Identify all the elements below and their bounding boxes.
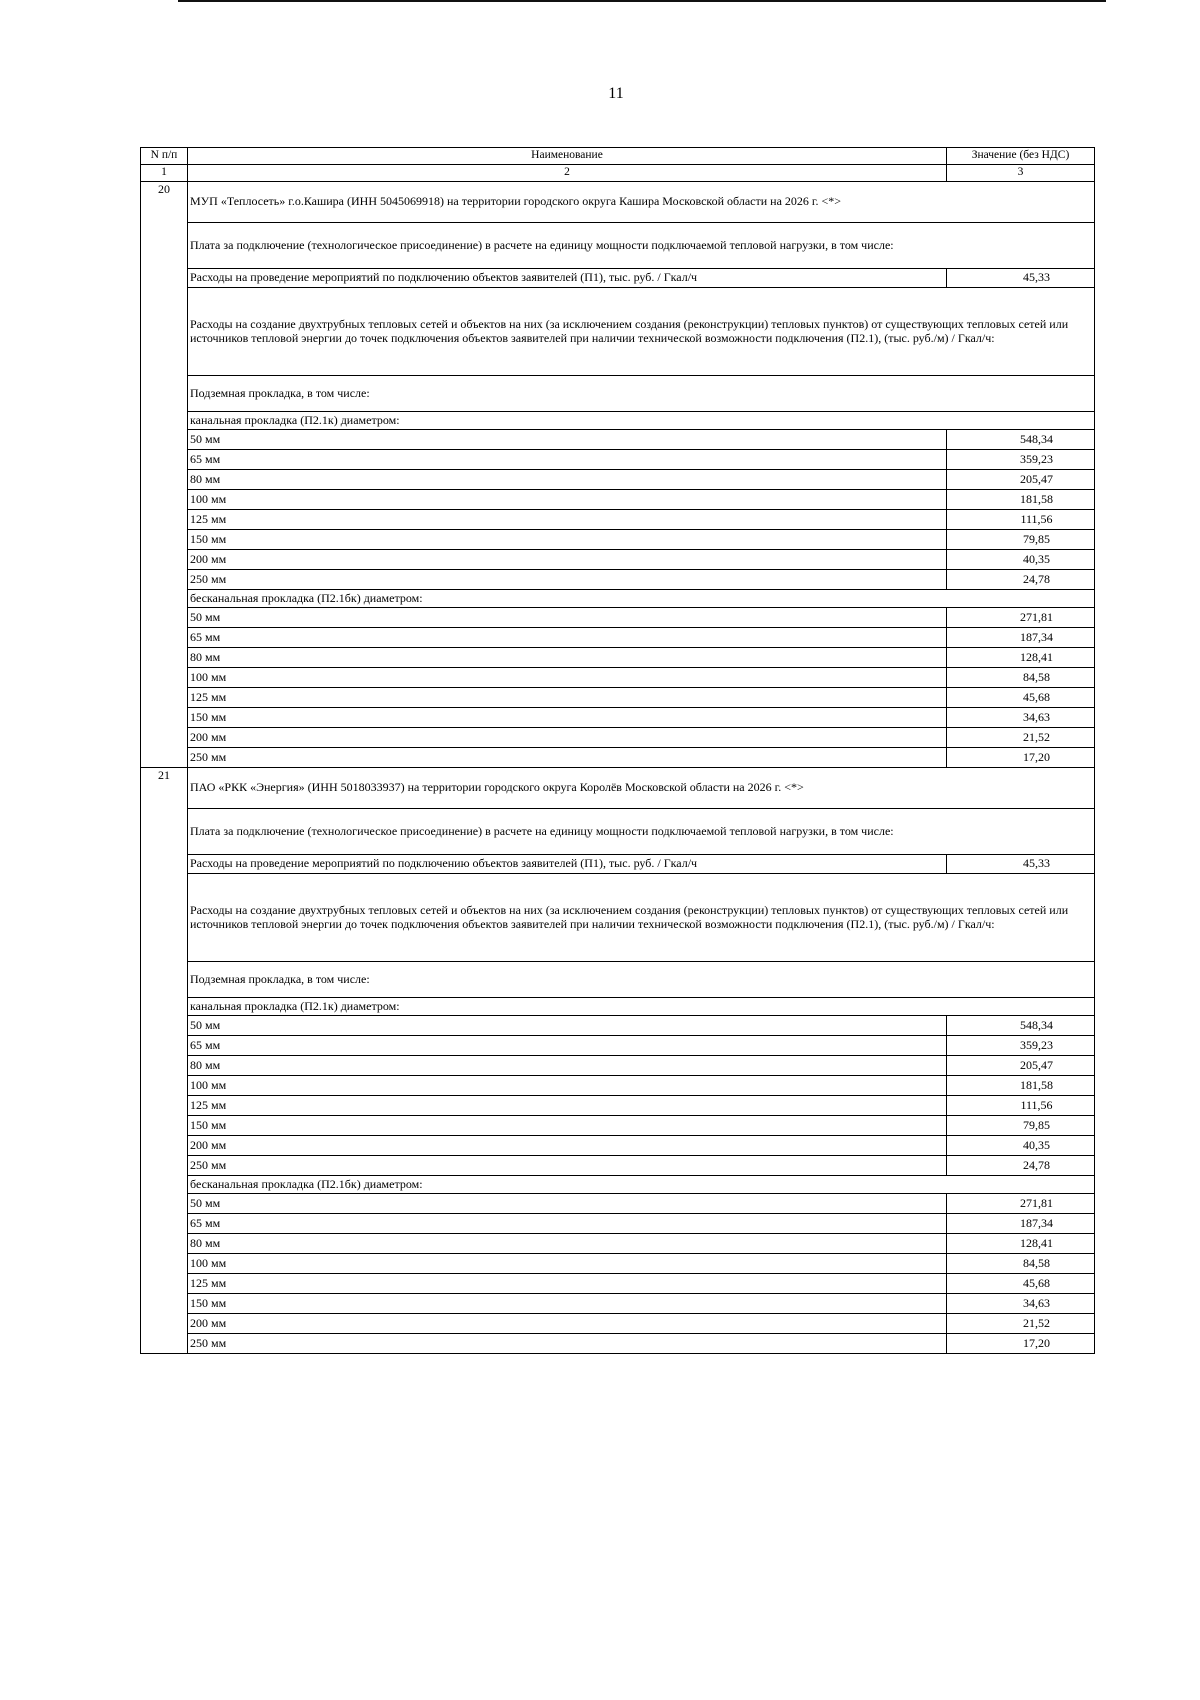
diameter-label: 65 мм: [188, 450, 947, 470]
diameter-label: 150 мм: [188, 1116, 947, 1136]
channelless-label: бесканальная прокладка (П2.1бк) диаметром:: [188, 1176, 1095, 1194]
section-intro-row: [141, 223, 1095, 269]
diameter-value: 111,56: [947, 510, 1095, 530]
table-row: [141, 1116, 1095, 1136]
diameter-value: 17,20: [947, 748, 1095, 768]
diameter-label: 200 мм: [188, 728, 947, 748]
diameter-value: 359,23: [947, 450, 1095, 470]
diameter-value: 21,52: [947, 728, 1095, 748]
diameter-value: 187,34: [947, 1214, 1095, 1234]
diameter-value: 84,58: [947, 1254, 1095, 1274]
section-title: МУП «Теплосеть» г.о.Кашира (ИНН 5045069918) на территории городского округа Кашира Московской области на 2026 г. <*>: [188, 182, 1095, 223]
p1-value: 45,33: [947, 855, 1095, 874]
table-row: [141, 748, 1095, 768]
p21-row: [141, 288, 1095, 376]
diameter-label: 80 мм: [188, 1056, 947, 1076]
diameter-label: 150 мм: [188, 530, 947, 550]
table-row: [141, 1056, 1095, 1076]
diameter-label: 125 мм: [188, 1096, 947, 1116]
p21-description: Расходы на создание двухтрубных тепловых сетей и объектов на них (за исключением создания (реконструкции) тепловых пунктов) от существующих тепловых сетей или источников тепловой энергии до точек подключения объектов заявителей при наличии технической возможности подключения (П2.1), (тыс. руб./м) / Гкал/ч:: [188, 874, 1095, 962]
diameter-label: 200 мм: [188, 1136, 947, 1156]
diameter-label: 100 мм: [188, 1254, 947, 1274]
index-3: 3: [947, 165, 1095, 182]
diameter-value: 111,56: [947, 1096, 1095, 1116]
header-row: [141, 148, 1095, 165]
diameter-label: 250 мм: [188, 1334, 947, 1354]
diameter-label: 80 мм: [188, 470, 947, 490]
diameter-label: 50 мм: [188, 1194, 947, 1214]
header-name: Наименование: [188, 148, 947, 165]
diameter-label: 250 мм: [188, 748, 947, 768]
diameter-label: 50 мм: [188, 1016, 947, 1036]
channel-label-row: [141, 412, 1095, 430]
table-row: [141, 490, 1095, 510]
section-number: 21: [141, 768, 188, 1354]
underground-label: Подземная прокладка, в том числе:: [188, 376, 1095, 412]
diameter-label: 65 мм: [188, 1214, 947, 1234]
underground-row: [141, 962, 1095, 998]
p1-label: Расходы на проведение мероприятий по подключению объектов заявителей (П1), тыс. руб. / Гкал/ч: [188, 269, 947, 288]
underground-row: [141, 376, 1095, 412]
table-row: [141, 728, 1095, 748]
table-row: [141, 550, 1095, 570]
channelless-label: бесканальная прокладка (П2.1бк) диаметром:: [188, 590, 1095, 608]
table-row: [141, 688, 1095, 708]
diameter-value: 359,23: [947, 1036, 1095, 1056]
table-row: [141, 1194, 1095, 1214]
diameter-value: 40,35: [947, 550, 1095, 570]
section-title-row: [141, 768, 1095, 809]
section-number: 20: [141, 182, 188, 768]
scan-top-edge: [178, 0, 1106, 2]
diameter-label: 250 мм: [188, 1156, 947, 1176]
diameter-value: 79,85: [947, 1116, 1095, 1136]
index-1: 1: [141, 165, 188, 182]
diameter-label: 125 мм: [188, 1274, 947, 1294]
table-row: [141, 708, 1095, 728]
table-row: [141, 1136, 1095, 1156]
diameter-value: 24,78: [947, 1156, 1095, 1176]
diameter-value: 79,85: [947, 530, 1095, 550]
table-row: [141, 1016, 1095, 1036]
table-row: [141, 1096, 1095, 1116]
diameter-value: 40,35: [947, 1136, 1095, 1156]
table-row: [141, 1214, 1095, 1234]
table-row: [141, 608, 1095, 628]
diameter-value: 205,47: [947, 1056, 1095, 1076]
diameter-value: 84,58: [947, 668, 1095, 688]
p1-label: Расходы на проведение мероприятий по подключению объектов заявителей (П1), тыс. руб. / Гкал/ч: [188, 855, 947, 874]
diameter-value: 548,34: [947, 430, 1095, 450]
page-number: 11: [608, 85, 624, 102]
diameter-value: 271,81: [947, 608, 1095, 628]
diameter-label: 50 мм: [188, 430, 947, 450]
p21-row: [141, 874, 1095, 962]
diameter-label: 200 мм: [188, 550, 947, 570]
table-row: [141, 1334, 1095, 1354]
diameter-label: 50 мм: [188, 608, 947, 628]
table-row: [141, 510, 1095, 530]
channel-label-row: [141, 998, 1095, 1016]
table-row: [141, 470, 1095, 490]
diameter-label: 125 мм: [188, 688, 947, 708]
diameter-value: 45,68: [947, 688, 1095, 708]
diameter-label: 250 мм: [188, 570, 947, 590]
diameter-label: 150 мм: [188, 1294, 947, 1314]
tariff-table: [140, 147, 1095, 1354]
table-row: [141, 1234, 1095, 1254]
diameter-value: 34,63: [947, 708, 1095, 728]
header-num: N п/п: [141, 148, 188, 165]
table-row: [141, 530, 1095, 550]
header-value: Значение (без НДС): [947, 148, 1095, 165]
diameter-value: 17,20: [947, 1334, 1095, 1354]
diameter-value: 24,78: [947, 570, 1095, 590]
section-intro: Плата за подключение (технологическое присоединение) в расчете на единицу мощности подключаемой тепловой нагрузки, в том числе:: [188, 809, 1095, 855]
diameter-value: 181,58: [947, 1076, 1095, 1096]
diameter-label: 200 мм: [188, 1314, 947, 1334]
diameter-value: 34,63: [947, 1294, 1095, 1314]
table-row: [141, 628, 1095, 648]
p1-row: [141, 269, 1095, 288]
section-intro: Плата за подключение (технологическое присоединение) в расчете на единицу мощности подключаемой тепловой нагрузки, в том числе:: [188, 223, 1095, 269]
table-row: [141, 1076, 1095, 1096]
diameter-value: 45,68: [947, 1274, 1095, 1294]
diameter-label: 100 мм: [188, 668, 947, 688]
diameter-value: 128,41: [947, 1234, 1095, 1254]
diameter-label: 65 мм: [188, 628, 947, 648]
channel-label: канальная прокладка (П2.1к) диаметром:: [188, 998, 1095, 1016]
section-title-row: [141, 182, 1095, 223]
index-row: [141, 165, 1095, 182]
p21-description: Расходы на создание двухтрубных тепловых сетей и объектов на них (за исключением создания (реконструкции) тепловых пунктов) от существующих тепловых сетей или источников тепловой энергии до точек подключения объектов заявителей при наличии технической возможности подключения (П2.1), (тыс. руб./м) / Гкал/ч:: [188, 288, 1095, 376]
diameter-value: 271,81: [947, 1194, 1095, 1214]
section-intro-row: [141, 809, 1095, 855]
section-title: ПАО «РКК «Энергия» (ИНН 5018033937) на территории городского округа Королёв Московской области на 2026 г. <*>: [188, 768, 1095, 809]
channelless-label-row: [141, 1176, 1095, 1194]
channelless-label-row: [141, 590, 1095, 608]
diameter-label: 100 мм: [188, 1076, 947, 1096]
underground-label: Подземная прокладка, в том числе:: [188, 962, 1095, 998]
table-row: [141, 1254, 1095, 1274]
diameter-label: 65 мм: [188, 1036, 947, 1056]
table-row: [141, 1036, 1095, 1056]
table-row: [141, 1156, 1095, 1176]
index-2: 2: [188, 165, 947, 182]
table-row: [141, 570, 1095, 590]
table-row: [141, 668, 1095, 688]
diameter-value: 21,52: [947, 1314, 1095, 1334]
table-row: [141, 1314, 1095, 1334]
diameter-label: 150 мм: [188, 708, 947, 728]
p1-value: 45,33: [947, 269, 1095, 288]
table-row: [141, 648, 1095, 668]
table-row: [141, 1274, 1095, 1294]
diameter-value: 548,34: [947, 1016, 1095, 1036]
diameter-label: 80 мм: [188, 1234, 947, 1254]
table-row: [141, 450, 1095, 470]
diameter-value: 128,41: [947, 648, 1095, 668]
diameter-value: 205,47: [947, 470, 1095, 490]
diameter-label: 80 мм: [188, 648, 947, 668]
table-row: [141, 1294, 1095, 1314]
diameter-value: 187,34: [947, 628, 1095, 648]
p1-row: [141, 855, 1095, 874]
channel-label: канальная прокладка (П2.1к) диаметром:: [188, 412, 1095, 430]
diameter-value: 181,58: [947, 490, 1095, 510]
diameter-label: 125 мм: [188, 510, 947, 530]
table-row: [141, 430, 1095, 450]
diameter-label: 100 мм: [188, 490, 947, 510]
